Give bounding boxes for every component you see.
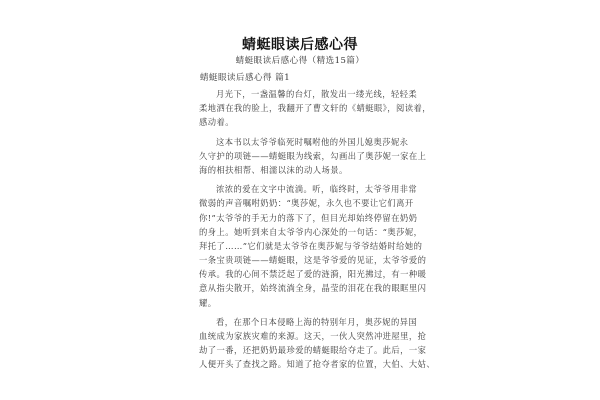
text-line: 的身上。她听到来自太爷爷内心深处的一句话：“奥莎妮， <box>199 226 423 237</box>
section-heading: 蜻蜓眼读后感心得 篇1 <box>200 73 291 83</box>
text-line: 海的相扶相帮、相濡以沫的动人场景。 <box>199 164 348 175</box>
text-line: 看，在那个日本侵略上海的特别年月，奥莎妮的异国 <box>216 316 418 327</box>
text-line: 劫了一番，还把奶奶最珍爱的蜻蜓眼给夺走了。此后，一家 <box>199 345 427 356</box>
text-line: 意从指尖散开，始终流淌全身，晶莹的泪花在我的眼眶里闪 <box>199 283 427 294</box>
text-line: 久守护的项链——蜻蜓眼为线索，勾画出了奥莎妮一家在上 <box>199 150 427 161</box>
text-line: 浓浓的爱在文字中流淌。听，临终时，太爷爷用非常 <box>216 184 418 195</box>
text-line: 血统成为家族灾难的来源。这天，一伙人突然冲进屋里，抢 <box>199 331 427 341</box>
article-body <box>199 87 436 377</box>
document-title: 蜻蜓眼读后感心得 <box>242 37 358 53</box>
text-line: 你!”太爷爷的手无力的落下了，但目光却始终停留在奶奶 <box>199 212 418 223</box>
text-line: 微弱的声音嘱咐奶奶：“奥莎妮，永久也不要让它们离开 <box>199 198 414 209</box>
text-line: 一条宝贵项链——蜻蜓眼，这是爷爷爱的见证，太爷爷爱的 <box>199 255 427 266</box>
text-line: 拜托了……”它们就是太爷爷在奥莎妮与爷爷结婚时给她的 <box>199 240 423 251</box>
paragraph-1 <box>199 87 432 130</box>
text-line: 柔地洒在我的脸上，我翻开了曹文轩的《蜻蜓眼》，阅读着， <box>199 103 432 114</box>
text-line: 传承。我的心间不禁泛起了爱的涟漪，阳光拂过，有一种暖 <box>199 269 427 280</box>
document-subtitle: 蜻蜓眼读后感心得（精选15篇） <box>235 56 365 66</box>
text-line: 人便开头了查找之路。知道了抢夺者家的位置，大伯、大姑、 <box>199 359 436 370</box>
text-line: 耀。 <box>199 297 217 308</box>
paragraph-3 <box>199 182 427 310</box>
paragraph-2 <box>199 135 427 178</box>
text-line: 月光下，一盏温馨的台灯，散发出一缕光线，轻轻柔 <box>216 89 418 99</box>
paragraph-4 <box>199 315 436 372</box>
text-line: 感动着。 <box>199 117 234 128</box>
text-line: 这本书以太爷爷临死时嘱咐他的外国儿媳奥莎妮永 <box>216 136 409 147</box>
